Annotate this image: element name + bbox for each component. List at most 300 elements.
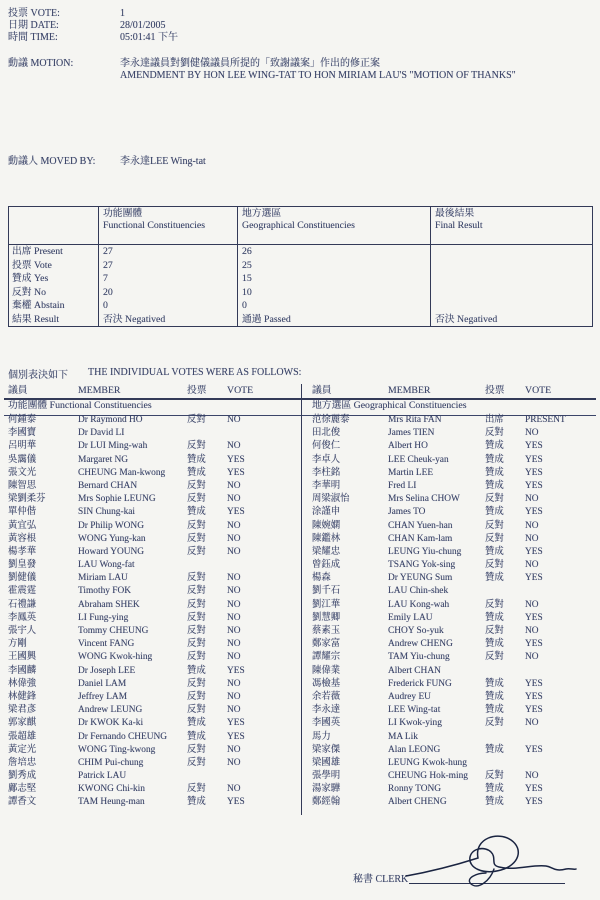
vote-value-cn: 贊成: [485, 441, 504, 452]
vote-value-en: NO: [227, 586, 241, 597]
member-name-cn: 梁耀忠: [312, 546, 341, 557]
vote-value-en: YES: [525, 691, 543, 702]
member-name-en: KWONG Chi-kin: [78, 784, 145, 795]
vote-row: [0, 467, 292, 480]
vote-value-cn: 贊成: [187, 731, 206, 742]
member-name-en: CHAN Kam-lam: [388, 533, 453, 544]
vote-value-cn: 贊成: [485, 573, 504, 584]
vote-row: [0, 546, 292, 559]
member-name-en: Mrs Selina CHOW: [388, 494, 460, 505]
vote-value-en: YES: [525, 744, 543, 755]
vote-row: [0, 506, 292, 519]
member-name-cn: 楊孝華: [8, 546, 37, 557]
summary-row-label: 出席 Present: [12, 246, 63, 257]
member-name-en: LEUNG Yiu-chung: [388, 546, 462, 557]
member-name-cn: 劉皇發: [8, 560, 37, 571]
member-name-en: TAM Heung-man: [78, 797, 145, 808]
member-name-cn: 李卓人: [312, 454, 341, 465]
vote-value-en: NO: [525, 560, 539, 571]
member-name-cn: 馮檢基: [312, 678, 341, 689]
vote-row: [302, 744, 594, 757]
clerk-signature: [398, 828, 583, 896]
vote-value-en: YES: [525, 546, 543, 557]
member-name-cn: 張文光: [8, 467, 37, 478]
vote-row: [302, 599, 594, 612]
vote-number-value: 1: [120, 8, 125, 19]
summary-row-label: 結果 Result: [12, 313, 60, 325]
vote-value-cn: 贊成: [485, 784, 504, 795]
section-title-geographical: 地方選區 Geographical Constituencies: [312, 400, 467, 411]
vote-value-en: NO: [525, 428, 539, 439]
vote-row: [0, 454, 292, 467]
vote-value-en: YES: [227, 454, 245, 465]
summary-final-value: [430, 245, 592, 259]
member-name-cn: 李華明: [312, 480, 341, 491]
vote-value-cn: 贊成: [485, 705, 504, 716]
member-name-cn: 張超雄: [8, 731, 37, 742]
summary-functional-value: 27: [98, 259, 237, 273]
member-name-en: SIN Chung-kai: [78, 507, 136, 518]
vote-row: [0, 691, 292, 704]
member-name-en: Albert CHENG: [388, 797, 447, 808]
member-name-cn: 鄭家富: [312, 639, 341, 650]
member-name-en: Timothy FOK: [78, 586, 132, 597]
vote-value-en: YES: [525, 441, 543, 452]
summary-header-blank: [9, 207, 98, 244]
vote-row: [0, 770, 292, 783]
member-name-cn: 李國寶: [8, 428, 37, 439]
member-name-en: LAU Kong-wah: [388, 599, 450, 610]
vote-value-cn: 反對: [485, 428, 504, 439]
vote-value-cn: [485, 731, 525, 744]
member-name-en: Dr Joseph LEE: [78, 665, 136, 676]
member-name-en: Audrey EU: [388, 691, 431, 702]
vote-row: [302, 651, 594, 664]
summary-row-label: 投票 Vote: [12, 259, 52, 271]
individual-votes-intro-english: THE INDIVIDUAL VOTES WERE AS FOLLOWS:: [88, 367, 302, 378]
vote-row: [302, 440, 594, 453]
vote-row: [0, 638, 292, 651]
member-name-cn: 梁劉柔芬: [8, 494, 46, 505]
member-name-en: Howard YOUNG: [78, 546, 145, 557]
summary-functional-value: 否決 Negatived: [98, 313, 237, 327]
member-name-en: Frederick FUNG: [388, 678, 452, 689]
vote-value-cn: 贊成: [485, 691, 504, 702]
vote-row: [0, 744, 292, 757]
summary-header-final-result: 最後結果 Final Result: [430, 207, 592, 244]
vote-row: [0, 440, 292, 453]
section-title-functional: 功能團體 Functional Constituencies: [8, 400, 152, 411]
vote-value-cn: 出席: [485, 415, 504, 425]
vote-value-en: [525, 731, 594, 744]
vote-value-en: [227, 559, 292, 572]
member-name-en: Tommy CHEUNG: [78, 626, 149, 636]
vote-value-cn: 反對: [485, 533, 504, 544]
vote-value-cn: 反對: [187, 546, 206, 557]
member-name-cn: 劉秀成: [8, 771, 37, 782]
vote-value-cn: 反對: [187, 599, 206, 610]
member-name-cn: 李鳳英: [8, 612, 37, 623]
summary-row: [9, 299, 592, 313]
vote-value-en: NO: [227, 441, 241, 452]
vote-value-cn: 贊成: [187, 665, 206, 676]
col-vote-en: VOTE: [525, 385, 552, 396]
member-name-cn: 余若薇: [312, 691, 341, 702]
summary-final-value: [430, 299, 592, 313]
vote-value-en: YES: [227, 665, 245, 676]
vote-row: [0, 414, 292, 427]
summary-functional-value: 27: [98, 245, 237, 259]
member-name-cn: 詹培忠: [8, 757, 37, 768]
member-name-en: LEE Wing-tat: [388, 705, 441, 716]
member-name-cn: 王國興: [8, 652, 37, 663]
member-name-en: Dr YEUNG Sum: [388, 573, 453, 584]
vote-value-cn: 贊成: [485, 507, 504, 518]
summary-final-value: [430, 286, 592, 300]
member-name-cn: 黃容根: [8, 533, 37, 544]
summary-final-value: [430, 272, 592, 286]
member-name-cn: 何俊仁: [312, 441, 341, 452]
member-name-cn: 呂明華: [8, 441, 37, 452]
vote-value-cn: 贊成: [485, 454, 504, 465]
vote-value-cn: 反對: [187, 652, 206, 663]
member-name-cn: 鄭經翰: [312, 797, 341, 808]
vote-row: [0, 612, 292, 625]
votes-table-functional: [0, 384, 292, 810]
vote-row: [302, 770, 594, 783]
vote-row: [0, 796, 292, 809]
vote-row: [302, 585, 594, 598]
col-member-en: MEMBER: [388, 385, 431, 396]
votes-rows-functional: [0, 414, 292, 810]
col-member-cn: 議員: [8, 385, 28, 396]
vote-value-en: NO: [227, 573, 241, 584]
member-name-cn: 湯家驊: [312, 784, 341, 795]
member-name-cn: 馬力: [312, 731, 331, 742]
vote-value-cn: [485, 757, 525, 770]
vote-value-cn: 反對: [187, 586, 206, 597]
summary-functional-value: 7: [98, 272, 237, 286]
vote-value-en: YES: [227, 731, 245, 742]
vote-value-en: NO: [525, 533, 539, 544]
vote-row: [302, 467, 594, 480]
vote-value-cn: 反對: [187, 441, 206, 452]
summary-functional-value: 20: [98, 286, 237, 300]
member-name-en: Dr Raymond HO: [78, 415, 143, 425]
col-vote-en: VOTE: [227, 385, 254, 396]
vote-row: [302, 414, 594, 427]
vote-value-cn: 反對: [187, 691, 206, 702]
vote-row: [0, 665, 292, 678]
vote-value-en: YES: [525, 467, 543, 478]
vote-value-en: [525, 665, 594, 678]
member-name-cn: 李國麟: [8, 665, 37, 676]
motion-text-english: AMENDMENT BY HON LEE WING-TAT TO HON MIRIAM LAU'S "MOTION OF THANKS": [120, 70, 516, 81]
vote-value-en: YES: [525, 705, 543, 716]
member-name-en: LEUNG Kwok-hung: [388, 757, 467, 768]
vote-value-en: NO: [227, 691, 241, 702]
member-name-cn: 林健鋒: [8, 691, 37, 702]
member-name-en: Emily LAU: [388, 612, 433, 623]
vote-value-en: NO: [227, 744, 241, 755]
vote-row: [0, 704, 292, 717]
vote-value-en: YES: [525, 480, 543, 491]
votes-table-geographical: [302, 384, 594, 810]
vote-row: [0, 651, 292, 664]
col-member-cn: 議員: [312, 385, 332, 396]
time-value: 05:01:41 下午: [120, 32, 179, 43]
summary-geographical-value: 0: [237, 299, 430, 313]
vote-value-cn: 反對: [187, 784, 206, 795]
member-name-cn: 蔡素玉: [312, 626, 341, 636]
vote-row: [302, 572, 594, 585]
vote-value-en: NO: [227, 678, 241, 689]
vote-value-cn: 贊成: [187, 797, 206, 808]
member-name-cn: 陳智思: [8, 480, 37, 491]
col-member-en: MEMBER: [78, 385, 121, 396]
vote-row: [302, 625, 594, 638]
votes-header-left: [0, 384, 292, 399]
member-name-en: Daniel LAM: [78, 678, 127, 689]
summary-row: [9, 272, 592, 286]
member-name-en: Andrew CHENG: [388, 639, 453, 650]
member-name-en: James TO: [388, 507, 426, 518]
motion-label: 動議 MOTION:: [8, 58, 74, 69]
vote-value-cn: 反對: [187, 626, 206, 636]
vote-value-cn: 反對: [187, 705, 206, 716]
member-name-cn: 黃定光: [8, 744, 37, 755]
member-name-en: Margaret NG: [78, 454, 129, 465]
vote-row: [302, 757, 594, 770]
vote-row: [302, 638, 594, 651]
member-name-cn: 吳靄儀: [8, 454, 37, 465]
member-name-cn: 單仲偕: [8, 507, 37, 518]
vote-row: [302, 493, 594, 506]
vote-value-en: YES: [525, 507, 543, 518]
vote-value-cn: 贊成: [485, 612, 504, 623]
summary-table: [8, 206, 593, 327]
moved-by-label: 動議人 MOVED BY:: [8, 156, 96, 167]
vote-row: [302, 717, 594, 730]
summary-row: [9, 286, 592, 300]
member-name-en: LEE Cheuk-yan: [388, 454, 449, 465]
member-name-cn: 陳婉嫻: [312, 520, 341, 531]
member-name-cn: 楊森: [312, 573, 331, 584]
member-name-en: CHEUNG Hok-ming: [388, 771, 468, 782]
vote-value-cn: 反對: [187, 533, 206, 544]
member-name-en: LAU Chin-shek: [388, 586, 449, 597]
vote-row: [0, 731, 292, 744]
vote-value-en: NO: [525, 771, 539, 782]
summary-row: [9, 245, 592, 259]
vote-value-cn: 贊成: [485, 467, 504, 478]
vote-row: [302, 559, 594, 572]
member-name-en: Dr KWOK Ka-ki: [78, 718, 144, 729]
individual-votes-intro-chinese: 個別表決如下: [8, 370, 68, 381]
vote-value-cn: [187, 559, 227, 572]
member-name-en: Albert CHAN: [388, 665, 441, 676]
vote-number-label: 投票 VOTE:: [8, 8, 60, 19]
vote-value-en: NO: [227, 757, 241, 768]
vote-row: [302, 506, 594, 519]
vote-row: [0, 625, 292, 638]
vote-value-en: [227, 427, 292, 440]
member-name-en: Albert HO: [388, 441, 428, 452]
clerk-label: 秘書 CLERK: [353, 874, 409, 885]
member-name-en: James TIEN: [388, 428, 435, 439]
date-label: 日期 DATE:: [8, 20, 59, 31]
vote-row: [0, 559, 292, 572]
vote-value-en: YES: [525, 784, 543, 795]
member-name-en: Martin LEE: [388, 467, 434, 478]
member-name-en: LI Fung-ying: [78, 612, 129, 623]
member-name-cn: 林偉強: [8, 678, 37, 689]
vote-row: [0, 480, 292, 493]
col-vote-cn: 投票: [485, 385, 505, 396]
summary-geographical-value: 26: [237, 245, 430, 259]
member-name-cn: 黃宜弘: [8, 520, 37, 531]
vote-value-cn: 反對: [485, 599, 504, 610]
vote-value-en: NO: [227, 612, 241, 623]
summary-row-label: 棄權 Abstain: [12, 300, 65, 311]
summary-geographical-value: 25: [237, 259, 430, 273]
vote-value-en: NO: [227, 599, 241, 610]
vote-value-cn: 贊成: [187, 507, 206, 518]
vote-row: [302, 480, 594, 493]
vote-row: [0, 427, 292, 440]
vote-value-en: YES: [227, 718, 245, 729]
vote-value-en: NO: [525, 718, 539, 729]
vote-row: [302, 427, 594, 440]
vote-value-en: YES: [227, 507, 245, 518]
vote-value-cn: [485, 665, 525, 678]
vote-row: [0, 678, 292, 691]
vote-value-en: NO: [525, 599, 539, 610]
vote-value-en: NO: [525, 652, 539, 663]
member-name-en: Fred LI: [388, 480, 417, 491]
vote-value-cn: 反對: [187, 639, 206, 650]
summary-header-functional: 功能團體 Functional Constituencies: [98, 207, 237, 244]
vote-value-cn: 反對: [485, 718, 504, 729]
vote-row: [0, 717, 292, 730]
member-name-en: Mrs Rita FAN: [388, 415, 442, 425]
date-value: 28/01/2005: [120, 20, 166, 31]
vote-row: [302, 546, 594, 559]
member-name-cn: 張宇人: [8, 626, 37, 636]
vote-value-en: YES: [227, 797, 245, 808]
member-name-cn: 陳鑑林: [312, 533, 341, 544]
col-vote-cn: 投票: [187, 385, 207, 396]
member-name-cn: 石禮謙: [8, 599, 37, 610]
member-name-cn: 梁家傑: [312, 744, 341, 755]
member-name-en: Dr David LI: [78, 428, 125, 439]
vote-value-cn: 贊成: [485, 797, 504, 808]
member-name-en: WONG Yung-kan: [78, 533, 146, 544]
summary-final-value: [430, 259, 592, 273]
member-name-en: TSANG Yok-sing: [388, 560, 456, 571]
member-name-en: Ronny TONG: [388, 784, 442, 795]
vote-row: [302, 665, 594, 678]
member-name-cn: 霍震霆: [8, 586, 37, 597]
vote-value-cn: 反對: [485, 771, 504, 782]
vote-value-cn: [485, 585, 525, 598]
vote-value-cn: 贊成: [485, 546, 504, 557]
vote-value-en: NO: [227, 546, 241, 557]
member-name-cn: 涂謹申: [312, 507, 341, 518]
summary-row: [9, 259, 592, 273]
vote-value-en: YES: [525, 573, 543, 584]
vote-value-cn: 反對: [187, 757, 206, 768]
summary-geographical-value: 10: [237, 286, 430, 300]
member-name-cn: 陳偉業: [312, 665, 341, 676]
vote-row: [302, 533, 594, 546]
vote-value-en: YES: [227, 467, 245, 478]
vote-value-cn: 贊成: [485, 639, 504, 650]
member-name-cn: 郭家麒: [8, 718, 37, 729]
member-name-en: Abraham SHEK: [78, 599, 140, 610]
summary-geographical-value: 通過 Passed: [237, 313, 430, 327]
member-name-cn: 田北俊: [312, 428, 341, 439]
vote-row: [0, 520, 292, 533]
member-name-cn: 范徐麗泰: [312, 415, 350, 425]
member-name-cn: 李永達: [312, 705, 341, 716]
vote-value-cn: 反對: [187, 520, 206, 531]
member-name-cn: 曾鈺成: [312, 560, 341, 571]
summary-row: [9, 313, 592, 327]
vote-value-en: YES: [525, 639, 543, 650]
summary-row-label: 贊成 Yes: [12, 273, 49, 284]
vote-value-cn: 反對: [485, 652, 504, 663]
votes-header-right: [302, 384, 594, 399]
member-name-cn: 鄺志堅: [8, 784, 37, 795]
member-name-en: Dr Philip WONG: [78, 520, 144, 531]
member-name-cn: 劉健儀: [8, 573, 37, 584]
member-name-en: Dr LUI Ming-wah: [78, 441, 148, 452]
vote-value-en: NO: [227, 784, 241, 795]
member-name-cn: 梁君彥: [8, 705, 37, 716]
member-name-cn: 譚耀宗: [312, 652, 341, 663]
motion-text-chinese: 李永達議員對劉健儀議員所提的「致謝議案」作出的修正案: [120, 58, 380, 69]
member-name-en: CHIM Pui-chung: [78, 757, 144, 768]
vote-row: [302, 691, 594, 704]
member-name-cn: 劉江華: [312, 599, 341, 610]
summary-final-value: 否決 Negatived: [430, 313, 592, 327]
vote-value-cn: 贊成: [485, 480, 504, 491]
member-name-en: Jeffrey LAM: [78, 691, 128, 702]
vote-value-en: NO: [227, 520, 241, 531]
vote-value-cn: 反對: [187, 480, 206, 491]
vote-value-cn: 贊成: [485, 744, 504, 755]
member-name-en: Bernard CHAN: [78, 480, 138, 491]
moved-by-value: 李永達LEE Wing-tat: [120, 156, 206, 167]
vote-value-en: NO: [227, 639, 241, 650]
member-name-cn: 方剛: [8, 639, 27, 650]
vote-value-en: NO: [525, 626, 539, 636]
vote-row: [0, 599, 292, 612]
vote-value-cn: 反對: [485, 560, 504, 571]
votes-rows-geographical: [302, 414, 594, 810]
vote-value-en: NO: [525, 494, 539, 505]
vote-value-en: NO: [227, 415, 241, 425]
member-name-en: CHOY So-yuk: [388, 626, 444, 636]
vote-value-en: [525, 585, 594, 598]
member-name-en: WONG Ting-kwong: [78, 744, 156, 755]
member-name-cn: 李國英: [312, 718, 341, 729]
summary-table-header: [9, 207, 592, 245]
vote-value-en: YES: [525, 797, 543, 808]
member-name-en: TAM Yiu-chung: [388, 652, 450, 663]
member-name-cn: 劉千石: [312, 586, 341, 597]
